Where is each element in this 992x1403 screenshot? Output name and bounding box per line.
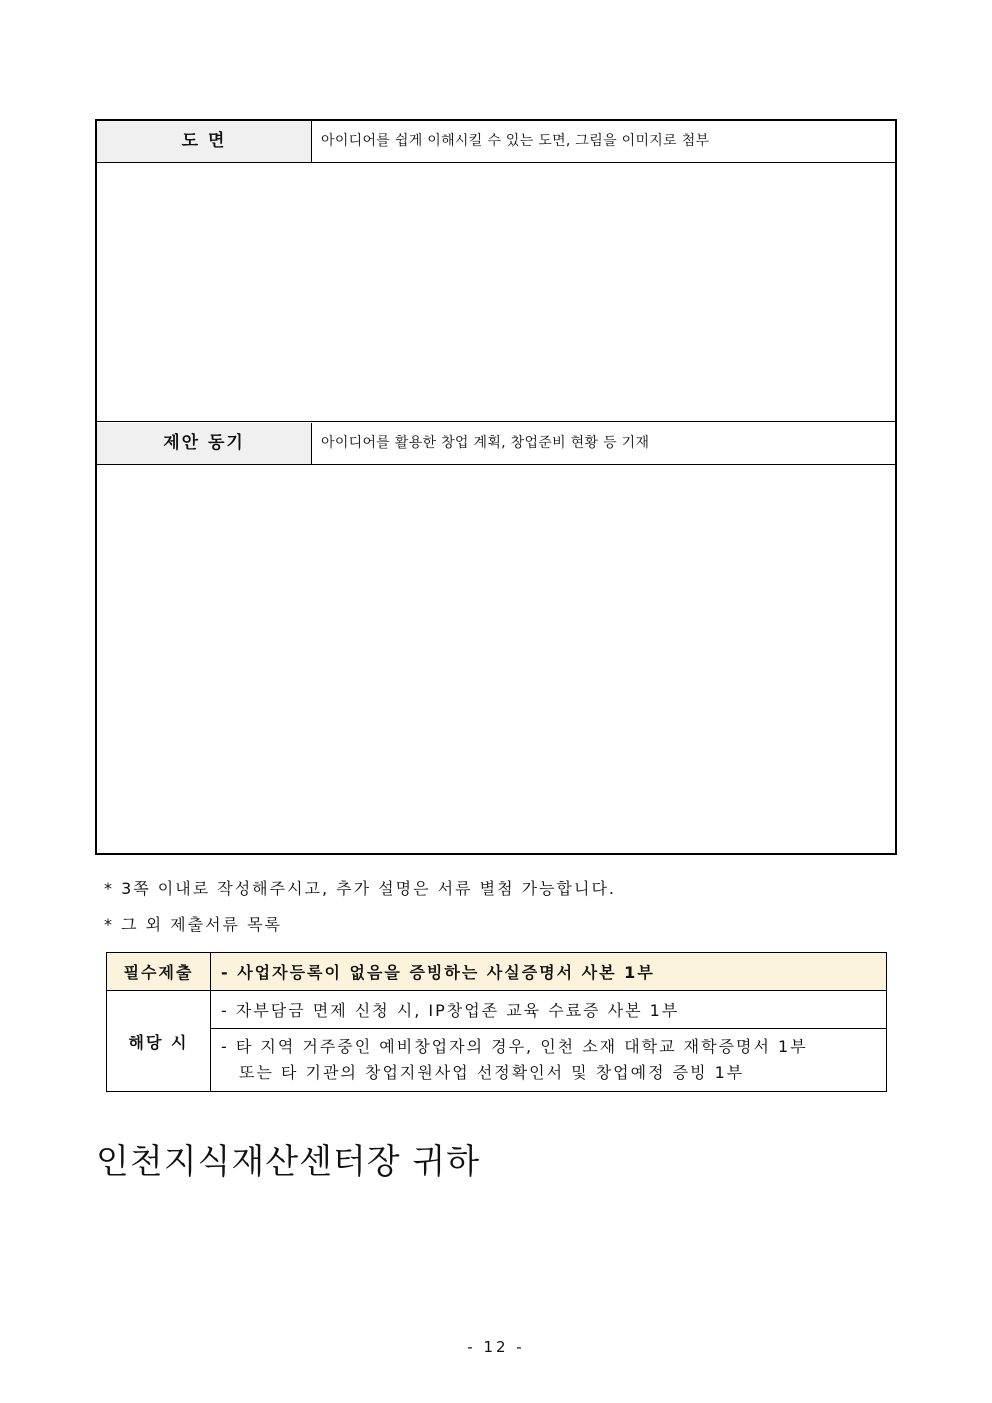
conditional-item-2 [211, 1029, 887, 1092]
page-number: - 12 - [467, 1338, 525, 1356]
conditional-category: 해당 시 [107, 991, 211, 1092]
conditional-item-2-line-2: 또는 타 기관의 창업지원사업 선정확인서 및 창업예정 증빙 1부 [239, 1063, 745, 1082]
drawing-description: 아이디어를 쉽게 이해시킬 수 있는 도면, 그림을 이미지로 첨부 [321, 133, 710, 149]
required-documents-table [106, 952, 887, 1092]
conditional-item-2-line-1: - 타 지역 거주중인 예비창업자의 경우, 인천 소재 대학교 재학증명서 1부 [221, 1037, 808, 1056]
application-form-table [95, 119, 897, 855]
conditional-item-1: - 자부담금 면제 신청 시, IP창업존 교육 수료증 사본 1부 [211, 991, 887, 1029]
table-row [107, 1029, 887, 1092]
required-item: - 사업자등록이 없음을 증빙하는 사실증명서 사본 1부 [211, 953, 887, 991]
drawing-header-row [97, 121, 895, 163]
motivation-content-area[interactable] [97, 465, 895, 853]
table-row [107, 991, 887, 1029]
drawing-label: 도 면 [97, 121, 312, 162]
other-documents-note: * 그 외 제출서류 목록 [104, 915, 282, 934]
page-limit-note: * 3쪽 이내로 작성해주시고, 추가 설명은 서류 별첨 가능합니다. [104, 879, 616, 898]
table-row [107, 953, 887, 991]
closing-addressee: 인천지식재산센터장 귀하 [96, 1142, 481, 1182]
motivation-description: 아이디어를 활용한 창업 계획, 창업준비 현황 등 기재 [321, 435, 650, 451]
motivation-header-row [97, 423, 895, 465]
drawing-content-area[interactable] [97, 163, 895, 422]
motivation-label: 제안 동기 [97, 423, 312, 464]
required-category: 필수제출 [107, 953, 211, 991]
